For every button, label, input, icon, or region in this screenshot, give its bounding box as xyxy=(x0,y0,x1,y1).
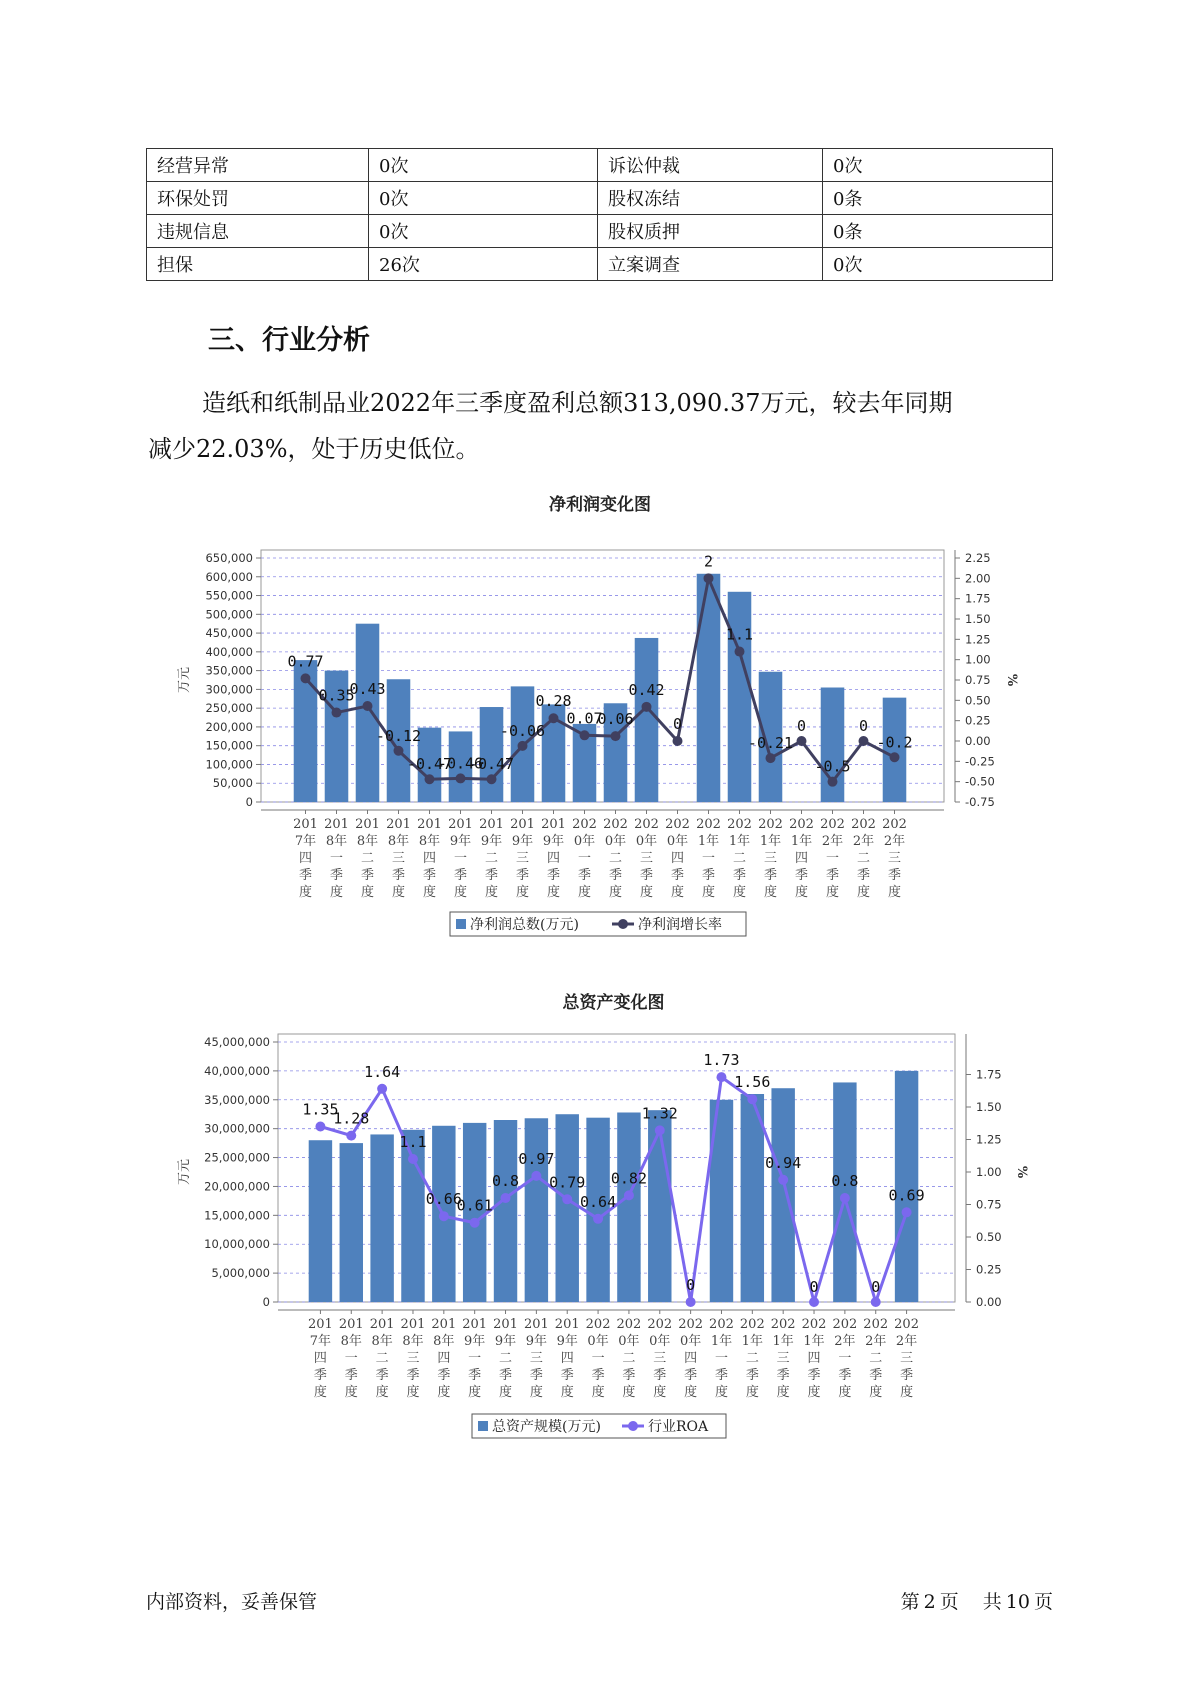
line-point xyxy=(871,1297,881,1307)
line-point xyxy=(828,777,838,787)
y-tick-label: 200,000 xyxy=(205,719,253,734)
line-point xyxy=(890,752,900,762)
page-total: 10 xyxy=(1005,1591,1030,1613)
y2-axis-label: % xyxy=(1014,1165,1029,1179)
line-point xyxy=(363,701,373,711)
footer-page-number xyxy=(897,1587,1053,1614)
table-cell-value: 26次 xyxy=(369,248,598,281)
y-tick-label: 25,000,000 xyxy=(204,1150,270,1165)
total-prefix: 共 xyxy=(982,1591,1002,1613)
y-tick-label: 20,000,000 xyxy=(204,1179,270,1194)
total-unit: 页 xyxy=(1033,1591,1053,1613)
line-point xyxy=(902,1207,912,1217)
y-tick-label: 350,000 xyxy=(205,663,253,678)
y-tick-label: 10,000,000 xyxy=(204,1237,270,1252)
data-label: 1.1 xyxy=(399,1133,427,1151)
y-tick-label: 150,000 xyxy=(205,738,253,753)
table-row xyxy=(147,248,1053,281)
x-tick-label: 202 0年三季度 xyxy=(647,1317,673,1400)
y2-tick-label: 0.25 xyxy=(976,1262,1002,1277)
y2-tick-label: 1.50 xyxy=(965,612,991,626)
line-point xyxy=(301,673,311,683)
bar xyxy=(635,638,659,802)
table-cell-label: 担保 xyxy=(147,248,369,281)
x-tick-label: 202 0年二季度 xyxy=(616,1317,642,1400)
x-tick-label: 201 8年一季度 xyxy=(324,817,349,900)
y2-tick-label: 2.25 xyxy=(965,551,991,565)
data-label: 0.69 xyxy=(888,1186,925,1205)
x-tick-label: 202 0年一季度 xyxy=(585,1317,611,1400)
x-tick-label: 202 1年二季度 xyxy=(727,817,752,900)
bar xyxy=(556,1114,579,1302)
paragraph-line-2: 减少22.03%，处于历史低位。 xyxy=(148,435,480,463)
line-point xyxy=(735,647,745,657)
table-cell-value: 0条 xyxy=(823,215,1053,248)
y2-tick-label: 1.50 xyxy=(976,1100,1002,1114)
data-label: 0 xyxy=(858,717,869,735)
data-label: 0 xyxy=(672,715,683,733)
line-point xyxy=(346,1131,356,1141)
line-point xyxy=(809,1297,819,1307)
bar xyxy=(370,1134,393,1302)
x-tick-label: 202 1年四季度 xyxy=(789,817,814,900)
y-tick-label: 30,000,000 xyxy=(204,1121,270,1136)
y-tick-label: 400,000 xyxy=(205,644,253,659)
y-tick-label: 600,000 xyxy=(205,569,253,584)
x-tick-label: 201 9年三季度 xyxy=(523,1317,549,1400)
y2-tick-label: 0.00 xyxy=(976,1295,1002,1309)
bar xyxy=(340,1143,363,1302)
table-cell-label: 环保处罚 xyxy=(147,182,369,215)
x-tick-label: 201 8年二季度 xyxy=(355,817,380,900)
x-tick-label: 202 2年一季度 xyxy=(820,817,845,900)
data-label: 0.97 xyxy=(518,1149,555,1168)
x-tick-label: 202 1年二季度 xyxy=(739,1317,765,1400)
line-point xyxy=(797,736,807,746)
line-point xyxy=(408,1154,418,1164)
data-label: -0.5 xyxy=(814,757,851,776)
bar xyxy=(771,1088,794,1302)
data-label: 1.1 xyxy=(725,625,754,644)
data-label: 0.77 xyxy=(287,652,324,671)
data-label: -0.06 xyxy=(499,721,546,740)
data-label: 0.8 xyxy=(491,1172,520,1190)
legend xyxy=(472,1414,726,1438)
y2-axis-label: % xyxy=(1004,673,1019,687)
bar xyxy=(491,1120,520,1302)
data-label: 0 xyxy=(686,1276,696,1294)
table-row xyxy=(147,182,1053,215)
line-point xyxy=(315,1122,325,1132)
x-tick-label: 202 2年二季度 xyxy=(851,817,876,900)
data-label: 0 xyxy=(809,1278,819,1296)
y-axis-label: 万元 xyxy=(177,1158,192,1186)
table-cell-value: 0条 xyxy=(823,182,1053,215)
legend-line-marker xyxy=(618,919,628,929)
chart-title: 总资产变化图 xyxy=(562,993,665,1013)
x-tick-label: 202 0年三季度 xyxy=(634,817,659,900)
data-label: 2 xyxy=(703,552,714,571)
line-point xyxy=(642,702,652,712)
data-label: 0.42 xyxy=(628,680,665,699)
table-cell-label: 股权冻结 xyxy=(598,182,823,215)
line-point xyxy=(562,1194,572,1204)
line-point xyxy=(766,753,776,763)
data-label: 0 xyxy=(796,717,807,735)
paragraph-line-1: 造纸和纸制品业2022年三季度盈利总额313,090.37万元，较去年同期 xyxy=(202,389,953,417)
data-label: 1.56 xyxy=(734,1073,771,1092)
line-point xyxy=(624,1190,634,1200)
line-point xyxy=(439,1211,449,1221)
line-point xyxy=(377,1084,387,1094)
data-label: -0.46 xyxy=(437,754,484,773)
line-point xyxy=(518,741,528,751)
data-label: 1.32 xyxy=(641,1104,678,1123)
risk-info-table xyxy=(146,148,1053,281)
line-point xyxy=(673,736,683,746)
table-cell-label: 经营异常 xyxy=(147,149,369,182)
y-tick-label: 5,000,000 xyxy=(211,1266,270,1281)
legend-line-marker xyxy=(628,1421,638,1431)
line-point xyxy=(549,713,559,723)
data-label: -0.2 xyxy=(876,733,913,752)
legend xyxy=(450,912,746,936)
y-tick-label: 0 xyxy=(245,795,253,809)
y2-tick-label: 0.25 xyxy=(965,713,991,728)
y2-tick-label: 1.25 xyxy=(965,632,991,647)
line-point xyxy=(425,774,435,784)
x-tick-label: 201 8年三季度 xyxy=(400,1317,426,1400)
y-tick-label: 0 xyxy=(262,1295,270,1309)
table-cell-label: 立案调查 xyxy=(598,248,823,281)
y-tick-label: 300,000 xyxy=(205,682,253,697)
x-tick-label: 202 1年三季度 xyxy=(770,1317,796,1400)
line-point xyxy=(778,1175,788,1185)
section-title: 三、行业分析 xyxy=(208,325,370,356)
y-tick-label: 450,000 xyxy=(205,626,253,641)
x-tick-label: 201 9年二季度 xyxy=(479,817,504,900)
x-tick-label: 201 7年四季度 xyxy=(308,1317,333,1400)
line-point xyxy=(487,774,497,784)
line-point xyxy=(470,1218,480,1228)
x-tick-label: 202 0年二季度 xyxy=(603,817,628,900)
y2-tick-label: 1.00 xyxy=(976,1165,1002,1179)
x-tick-label: 202 0年四季度 xyxy=(665,817,690,900)
y2-tick-label: 0.50 xyxy=(976,1230,1002,1244)
y2-tick-label: 1.75 xyxy=(976,1067,1002,1082)
data-label: -0.47 xyxy=(468,755,515,774)
legend-bar-label: 净利润总数(万元) xyxy=(470,917,579,933)
line-point xyxy=(332,708,342,718)
bar xyxy=(648,1110,671,1302)
y-tick-label: 550,000 xyxy=(205,588,253,603)
x-tick-label: 201 9年三季度 xyxy=(510,817,535,900)
page-current: 2 xyxy=(923,1591,936,1613)
x-tick-label: 201 8年四季度 xyxy=(417,817,442,900)
table-cell-label: 违规信息 xyxy=(147,215,369,248)
data-label: 0.07 xyxy=(566,709,603,728)
y2-tick-label: 1.00 xyxy=(965,652,991,667)
footer-confidential: 内部资料，妥善保管 xyxy=(146,1591,318,1613)
line-point xyxy=(501,1193,511,1203)
bar xyxy=(697,574,721,802)
x-tick-label: 202 2年一季度 xyxy=(832,1317,858,1400)
x-tick-label: 202 2年三季度 xyxy=(894,1317,919,1400)
line-point xyxy=(394,746,404,756)
bar xyxy=(525,1118,548,1302)
data-label: 1.73 xyxy=(703,1051,740,1070)
y2-tick-label: 2.00 xyxy=(965,571,991,586)
legend-bar-label: 总资产规模(万元) xyxy=(492,1419,601,1435)
legend-line-label: 行业ROA xyxy=(648,1419,709,1435)
x-tick-label: 201 9年一季度 xyxy=(448,817,473,900)
line-point xyxy=(704,573,714,583)
x-tick-label: 201 8年二季度 xyxy=(369,1317,395,1400)
data-label: 0.35 xyxy=(318,686,355,705)
x-tick-label: 202 2年三季度 xyxy=(882,817,907,900)
line-point xyxy=(593,1214,603,1224)
data-label: 0.64 xyxy=(580,1192,617,1211)
line-point xyxy=(655,1125,665,1135)
y-axis-label: 万元 xyxy=(177,666,192,694)
y2-tick-label: 1.25 xyxy=(976,1132,1002,1147)
data-label: 1.28 xyxy=(333,1109,370,1128)
line-point xyxy=(716,1072,726,1082)
bar xyxy=(309,1140,332,1302)
x-tick-label: 202 1年一季度 xyxy=(696,817,721,900)
line-point xyxy=(580,730,590,740)
data-label: 0.28 xyxy=(535,692,572,711)
y2-tick-label: 1.75 xyxy=(965,591,991,606)
y-tick-label: 35,000,000 xyxy=(204,1092,270,1107)
data-label: 0.79 xyxy=(549,1173,586,1192)
table-cell-value: 0次 xyxy=(369,182,598,215)
bar xyxy=(831,1082,859,1302)
page-prefix: 第 xyxy=(900,1591,920,1613)
legend-bar-swatch xyxy=(478,1421,488,1431)
y2-tick-label: -0.50 xyxy=(965,774,995,789)
y-tick-label: 500,000 xyxy=(205,607,253,622)
x-tick-label: 201 9年二季度 xyxy=(493,1317,518,1400)
chart-title: 净利润变化图 xyxy=(549,495,651,515)
line-point xyxy=(456,773,466,783)
x-tick-label: 201 7年四季度 xyxy=(293,817,318,900)
line-point xyxy=(747,1094,757,1104)
data-label: 0.8 xyxy=(831,1172,859,1190)
table-cell-label: 股权质押 xyxy=(598,215,823,248)
net-profit-chart xyxy=(0,490,1191,950)
page-unit: 页 xyxy=(939,1591,959,1613)
table-row xyxy=(147,215,1053,248)
table-row xyxy=(147,149,1053,182)
line-point xyxy=(686,1297,696,1307)
x-tick-label: 202 1年四季度 xyxy=(801,1317,827,1400)
y-tick-label: 100,000 xyxy=(205,757,253,772)
x-tick-label: 202 1年一季度 xyxy=(709,1317,734,1400)
line-point xyxy=(840,1193,850,1203)
data-label: 0.66 xyxy=(425,1190,462,1209)
table-cell-value: 0次 xyxy=(369,215,598,248)
x-tick-label: 201 9年四季度 xyxy=(554,1317,580,1400)
line-point xyxy=(611,731,621,741)
x-tick-label: 202 0年一季度 xyxy=(572,817,597,900)
y-tick-label: 250,000 xyxy=(205,701,253,716)
y-tick-label: 50,000 xyxy=(212,776,253,791)
table-cell-label: 诉讼仲裁 xyxy=(598,149,823,182)
data-label: -0.12 xyxy=(375,726,422,745)
y-tick-label: 45,000,000 xyxy=(204,1035,270,1049)
table-cell-value: 0次 xyxy=(823,149,1053,182)
data-label: 0.94 xyxy=(765,1153,802,1172)
data-label: 0.82 xyxy=(610,1169,647,1188)
data-label: 0.43 xyxy=(349,680,386,699)
line-point xyxy=(531,1171,541,1181)
y2-tick-label: -0.25 xyxy=(965,754,995,769)
x-tick-label: 202 2年二季度 xyxy=(863,1317,889,1400)
x-tick-label: 201 8年一季度 xyxy=(338,1317,364,1400)
x-tick-label: 201 9年四季度 xyxy=(541,817,566,900)
y2-tick-label: -0.75 xyxy=(965,795,995,809)
table-cell-value: 0次 xyxy=(823,248,1053,281)
data-label: 1.64 xyxy=(364,1062,401,1081)
data-label: -0.21 xyxy=(747,734,794,753)
y2-tick-label: 0.75 xyxy=(965,673,991,687)
y-tick-label: 15,000,000 xyxy=(204,1208,270,1223)
total-assets-chart xyxy=(0,990,1191,1450)
y2-tick-label: 0.75 xyxy=(976,1197,1002,1212)
industry-paragraph xyxy=(148,380,1052,472)
y-tick-label: 650,000 xyxy=(205,551,253,565)
bar xyxy=(741,1094,764,1302)
bar xyxy=(356,624,380,802)
line-point xyxy=(859,736,869,746)
legend-bar-swatch xyxy=(456,919,466,929)
y-tick-label: 40,000,000 xyxy=(204,1063,270,1078)
data-label: 1.35 xyxy=(302,1100,339,1119)
bar xyxy=(617,1112,640,1302)
data-label: 0.61 xyxy=(456,1196,493,1215)
x-tick-label: 202 1年三季度 xyxy=(758,817,783,900)
x-tick-label: 201 8年四季度 xyxy=(431,1317,457,1400)
table-cell-value: 0次 xyxy=(369,149,598,182)
legend-line-label: 净利润增长率 xyxy=(638,917,722,933)
x-tick-label: 201 9年一季度 xyxy=(462,1317,488,1400)
data-label: 0 xyxy=(871,1278,881,1296)
data-label: -0.47 xyxy=(406,755,453,774)
x-tick-label: 202 0年四季度 xyxy=(678,1317,704,1400)
y2-tick-label: 0.00 xyxy=(965,734,991,748)
data-label: 0.06 xyxy=(597,710,634,729)
x-tick-label: 201 8年三季度 xyxy=(386,817,411,900)
bar xyxy=(725,592,754,802)
y2-tick-label: 0.50 xyxy=(965,693,991,708)
